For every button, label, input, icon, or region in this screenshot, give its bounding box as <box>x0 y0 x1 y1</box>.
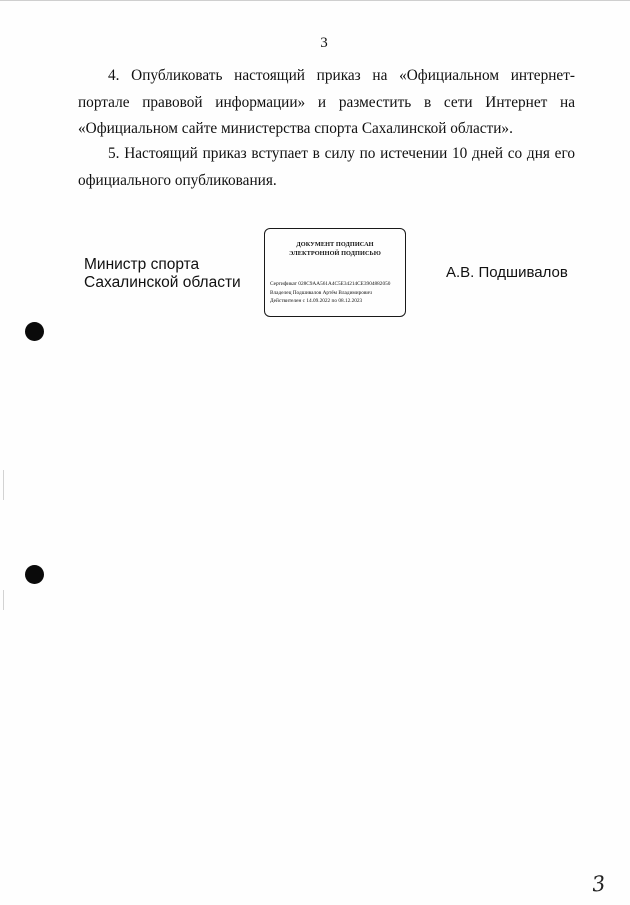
paragraph-5: 5. Настоящий приказ вступает в силу по истечении 10 дней со дня его официального опубликования. <box>78 145 575 189</box>
punch-hole-top <box>25 322 44 341</box>
electronic-signature-stamp <box>264 228 406 317</box>
page-number: 3 <box>320 35 328 51</box>
stamp-heading <box>265 240 405 258</box>
signer-name: А.В. Подшивалов <box>446 264 568 281</box>
signer-position-line-2: Сахалинской области <box>84 274 241 291</box>
paragraph-4: 4. Опубликовать настоящий приказ на «Официальном интернет-портале правовой информации» и разместить в сети Интернет на «Официальном сайте министерства спорта Сахалинской области». <box>78 67 575 137</box>
handwritten-page-number: 3 <box>590 871 607 897</box>
scan-edge-mark <box>3 590 4 610</box>
stamp-heading-line-2: ЭЛЕКТРОННОЙ ПОДПИСЬЮ <box>289 250 381 257</box>
stamp-details <box>270 280 390 306</box>
signer-position <box>84 256 241 292</box>
punch-hole-bottom <box>25 565 44 584</box>
stamp-owner: Владелец Подшивалов Артём Владимирович <box>270 289 372 296</box>
top-edge-line <box>0 0 630 1</box>
scan-edge-mark <box>3 470 4 500</box>
stamp-certificate: Сертификат 028C9AA561A4C5E34214CE3904882050 <box>270 281 391 287</box>
stamp-heading-line-1: ДОКУМЕНТ ПОДПИСАН <box>296 241 374 248</box>
signer-position-line-1: Министр спорта <box>84 256 200 273</box>
stamp-validity: Действителен с 14.09.2022 по 08.12.2023 <box>270 298 363 304</box>
